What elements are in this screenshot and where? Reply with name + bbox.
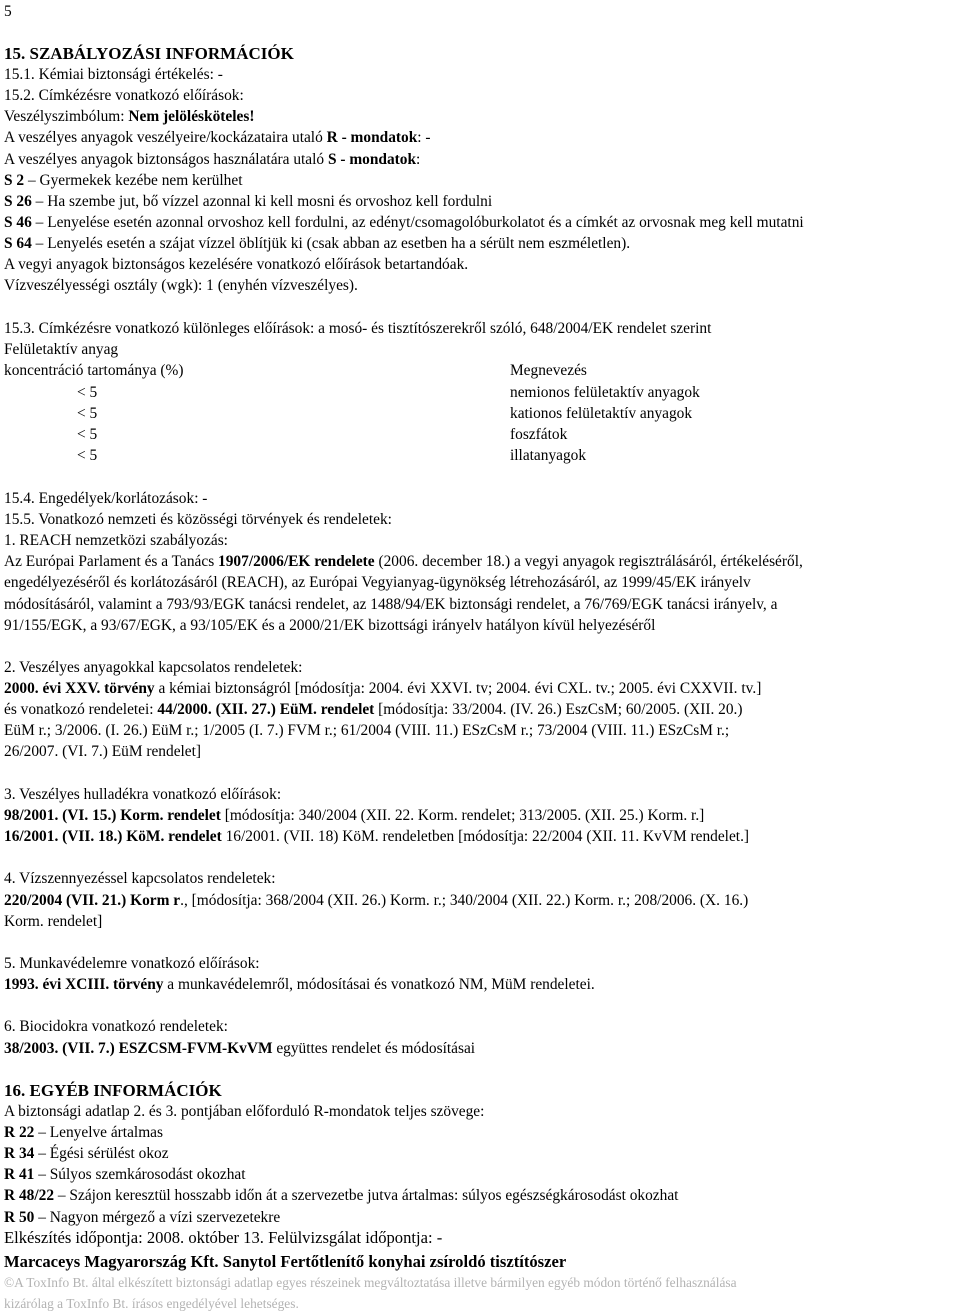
r-phrase-code: R 34 bbox=[4, 1145, 35, 1162]
s-phrase-text: – Lenyelése esetén azonnal orvoshoz kell fordulni, az edényt/csomagolóburkolatot és a címkét az orvosnak meg kell mutatni bbox=[31, 214, 804, 231]
hazardous-regulation: 44/2000. (XII. 27.) EüM. rendelet bbox=[157, 701, 375, 718]
s-phrase bbox=[4, 215, 804, 230]
table-cell-name: nemionos felületaktív anyagok bbox=[510, 384, 700, 401]
reach-text: Az Európai Parlament és a Tanács bbox=[4, 553, 219, 570]
s-phrase-text: – Lenyelés esetén a szájat vízzel öblítjük ki (csak abban az esetben ha a sérült nem eszméletlen). bbox=[31, 235, 631, 252]
reach-title: 1. REACH nemzetközi szabályozás: bbox=[4, 532, 228, 549]
waste-line bbox=[4, 808, 704, 823]
r-phrase-text: – Nagyon mérgező a vízi szervezetekre bbox=[34, 1209, 281, 1226]
r-line-end: : - bbox=[417, 129, 431, 146]
hazardous-text: a kémiai biztonságról [módosítja: 2004. évi XXVI. tv; 2004. évi CXL. tv.; 2005. évi CXXVII. tv.] bbox=[154, 680, 762, 697]
product-name: Marcaceys Magyarország Kft. Sanytol Fertőtlenítő konyhai zsíroldó tisztítószer bbox=[4, 1252, 567, 1271]
water-line bbox=[4, 893, 748, 908]
table-cell-concentration: < 5 bbox=[77, 384, 98, 401]
subsection-15-1: 15.1. Kémiai biztonsági értékelés: - bbox=[4, 66, 223, 83]
s-phrase-text: – Ha szembe jut, bő vízzel azonnal ki kell mosni és orvoshoz kell fordulni bbox=[31, 193, 493, 210]
water-title: 4. Vízszennyezéssel kapcsolatos rendeletek: bbox=[4, 870, 276, 887]
section-15-heading: 15. SZABÁLYOZÁSI INFORMÁCIÓK bbox=[4, 44, 294, 63]
reach-line: engedélyezéséről és korlátozásáról (REACH), az Európai Vegyianyag-ügynökség létrehozásáról, az 1999/45/EK irányelv bbox=[4, 574, 751, 591]
r-phrase bbox=[4, 1167, 246, 1182]
s-phrase bbox=[4, 236, 630, 251]
r-phrase bbox=[4, 1146, 169, 1161]
section-16-heading: 16. EGYÉB INFORMÁCIÓK bbox=[4, 1081, 222, 1100]
waste-title: 3. Veszélyes hulladékra vonatkozó előírások: bbox=[4, 786, 282, 803]
table-header-name: Megnevezés bbox=[510, 362, 587, 379]
s-line-label: A veszélyes anyagok biztonságos használatára utaló bbox=[4, 151, 328, 168]
reach-line: módosításáról, valamint a 793/93/EGK tanácsi rendelet, az 1488/94/EK biztonsági rendelet, a 76/769/EGK tanácsi irányelv, a bbox=[4, 596, 778, 613]
r-phrase bbox=[4, 1125, 163, 1140]
hazardous-line bbox=[4, 702, 743, 717]
water-text: ., [módosítja: 368/2004 (XII. 26.) Korm. r.; 340/2004 (XII. 22.) Korm. r.; 208/2006. (X. 16.) bbox=[180, 892, 749, 909]
r-phrase-text: – Lenyelve ártalmas bbox=[34, 1124, 163, 1141]
reach-regulation: 1907/2006/EK rendelete bbox=[218, 553, 375, 570]
work-safety-line bbox=[4, 977, 595, 992]
subsection-15-4: 15.4. Engedélyek/korlátozások: - bbox=[4, 490, 208, 507]
surfactant-title: Felületaktív anyag bbox=[4, 341, 119, 358]
water-line: Korm. rendelet] bbox=[4, 913, 103, 930]
reach-text: (2006. december 18.) a vegyi anyagok regisztrálásáról, értékeléséről, bbox=[374, 553, 803, 570]
r-phrases-line bbox=[4, 130, 431, 145]
work-safety-text: a munkavédelemről, módosításai és vonatkozó NM, MüM rendeletei. bbox=[163, 976, 595, 993]
r-phrase-code: R 22 bbox=[4, 1124, 35, 1141]
r-phrase bbox=[4, 1210, 280, 1225]
r-line-label: A veszélyes anyagok veszélyeire/kockázataira utaló bbox=[4, 129, 327, 146]
s-phrase bbox=[4, 194, 492, 209]
r-phrase-text: – Súlyos szemkárosodást okozhat bbox=[34, 1166, 246, 1183]
s-phrase-code: S 26 bbox=[4, 193, 32, 210]
biocide-title: 6. Biocidokra vonatkozó rendeletek: bbox=[4, 1018, 228, 1035]
subsection-15-2: 15.2. Címkézésre vonatkozó előírások: bbox=[4, 87, 244, 104]
reach-line bbox=[4, 554, 803, 569]
subsection-15-3: 15.3. Címkézésre vonatkozó különleges előírások: a mosó- és tisztítószerekről szóló, 648/2004/EK rendelet szerint bbox=[4, 320, 712, 337]
hazardous-text: és vonatkozó rendeletei: bbox=[4, 701, 158, 718]
table-header-concentration: koncentráció tartománya (%) bbox=[4, 362, 184, 379]
table-cell-concentration: < 5 bbox=[77, 447, 98, 464]
table-cell-concentration: < 5 bbox=[77, 426, 98, 443]
symbol-label: Veszélyszimbólum: bbox=[4, 108, 129, 125]
waste-regulation: 98/2001. (VI. 15.) Korm. rendelet bbox=[4, 807, 221, 824]
hazard-symbol-line bbox=[4, 109, 254, 124]
biocide-text: együttes rendelet és módosításai bbox=[272, 1040, 476, 1057]
waste-text: [módosítja: 340/2004 (XII. 22. Korm. rendelet; 313/2005. (XII. 25.) Korm. r.] bbox=[220, 807, 705, 824]
hazardous-line: 26/2007. (VI. 7.) EüM rendelet] bbox=[4, 743, 202, 760]
work-safety-law: 1993. évi XCIII. törvény bbox=[4, 976, 164, 993]
r-phrase-code: R 48/22 bbox=[4, 1187, 55, 1204]
table-cell-concentration: < 5 bbox=[77, 405, 98, 422]
biocide-line bbox=[4, 1041, 475, 1056]
r-phrase-code: R 41 bbox=[4, 1166, 35, 1183]
s-phrase-code: S 2 bbox=[4, 172, 25, 189]
footer-copyright: ©A ToxInfo Bt. által elkészített biztonsági adatlap egyes részeinek megváltoztatása illetve bármilyen egyéb módon történő felhasználása bbox=[4, 1275, 737, 1290]
table-cell-name: kationos felületaktív anyagok bbox=[510, 405, 693, 422]
waste-regulation: 16/2001. (VII. 18.) KöM. rendelet bbox=[4, 828, 222, 845]
water-regulation: 220/2004 (VII. 21.) Korm r bbox=[4, 892, 181, 909]
hazardous-law: 2000. évi XXV. törvény bbox=[4, 680, 155, 697]
s-phrase bbox=[4, 173, 242, 188]
s-phrases-line bbox=[4, 152, 420, 167]
hazardous-line: EüM r.; 3/2006. (I. 26.) EüM r.; 1/2005 (I. 7.) FVM r.; 61/2004 (VIII. 11.) ESzCsM r.; 73/2004 (VIII. 11.) ESzCsM r.; bbox=[4, 722, 730, 739]
reach-line: 91/155/EGK, a 93/67/EGK, a 93/105/EK és a 2000/21/EK bizottsági irányelv hatályon kívül helyezéséről bbox=[4, 617, 656, 634]
r-phrase-text: – Égési sérülést okoz bbox=[34, 1145, 169, 1162]
r-line-bold: R - mondatok bbox=[326, 129, 418, 146]
subsection-15-5: 15.5. Vonatkozó nemzeti és közösségi törvények és rendeletek: bbox=[4, 511, 392, 528]
waste-text: 16/2001. (VII. 18) KöM. rendeletben [módosítja: 22/2004 (XII. 11. KvVM rendelet.] bbox=[221, 828, 750, 845]
table-cell-name: foszfátok bbox=[510, 426, 568, 443]
hazardous-title: 2. Veszélyes anyagokkal kapcsolatos rendeletek: bbox=[4, 659, 303, 676]
biocide-regulation: 38/2003. (VII. 7.) ESZCSM-FVM-KvVM bbox=[4, 1040, 273, 1057]
wgk-line: Vízveszélyességi osztály (wgk): 1 (enyhén vízveszélyes). bbox=[4, 277, 358, 294]
r-phrase bbox=[4, 1188, 678, 1203]
table-cell-name: illatanyagok bbox=[510, 447, 587, 464]
s-phrase-text: – Gyermekek kezébe nem kerülhet bbox=[24, 172, 243, 189]
page-number: 5 bbox=[4, 3, 12, 20]
s-phrase-code: S 46 bbox=[4, 214, 32, 231]
symbol-value: Nem jelölésköteles! bbox=[128, 108, 255, 125]
waste-line bbox=[4, 829, 749, 844]
footer-permission: kizárólag a ToxInfo Bt. írásos engedélyével lehetséges. bbox=[4, 1296, 299, 1311]
s-phrase-code: S 64 bbox=[4, 235, 32, 252]
r-phrase-code: R 50 bbox=[4, 1209, 35, 1226]
dates-line: Elkészítés időpontja: 2008. október 13. Felülvizsgálat időpontja: - bbox=[4, 1228, 443, 1247]
work-safety-title: 5. Munkavédelemre vonatkozó előírások: bbox=[4, 955, 260, 972]
r-phrases-intro: A biztonsági adatlap 2. és 3. pontjában előforduló R-mondatok teljes szövege: bbox=[4, 1103, 485, 1120]
hazardous-line bbox=[4, 681, 761, 696]
s-line-bold: S - mondatok bbox=[327, 151, 417, 168]
hazardous-text: [módosítja: 33/2004. (IV. 26.) EszCsM; 60/2005. (XII. 20.) bbox=[374, 701, 743, 718]
r-phrase-text: – Szájon keresztül hosszabb időn át a szervezetbe jutva ártalmas: súlyos egészségkárosodást okozhat bbox=[54, 1187, 679, 1204]
handling-note: A vegyi anyagok biztonságos kezelésére vonatkozó előírások betartandóak. bbox=[4, 256, 469, 273]
s-line-end: : bbox=[416, 151, 421, 168]
